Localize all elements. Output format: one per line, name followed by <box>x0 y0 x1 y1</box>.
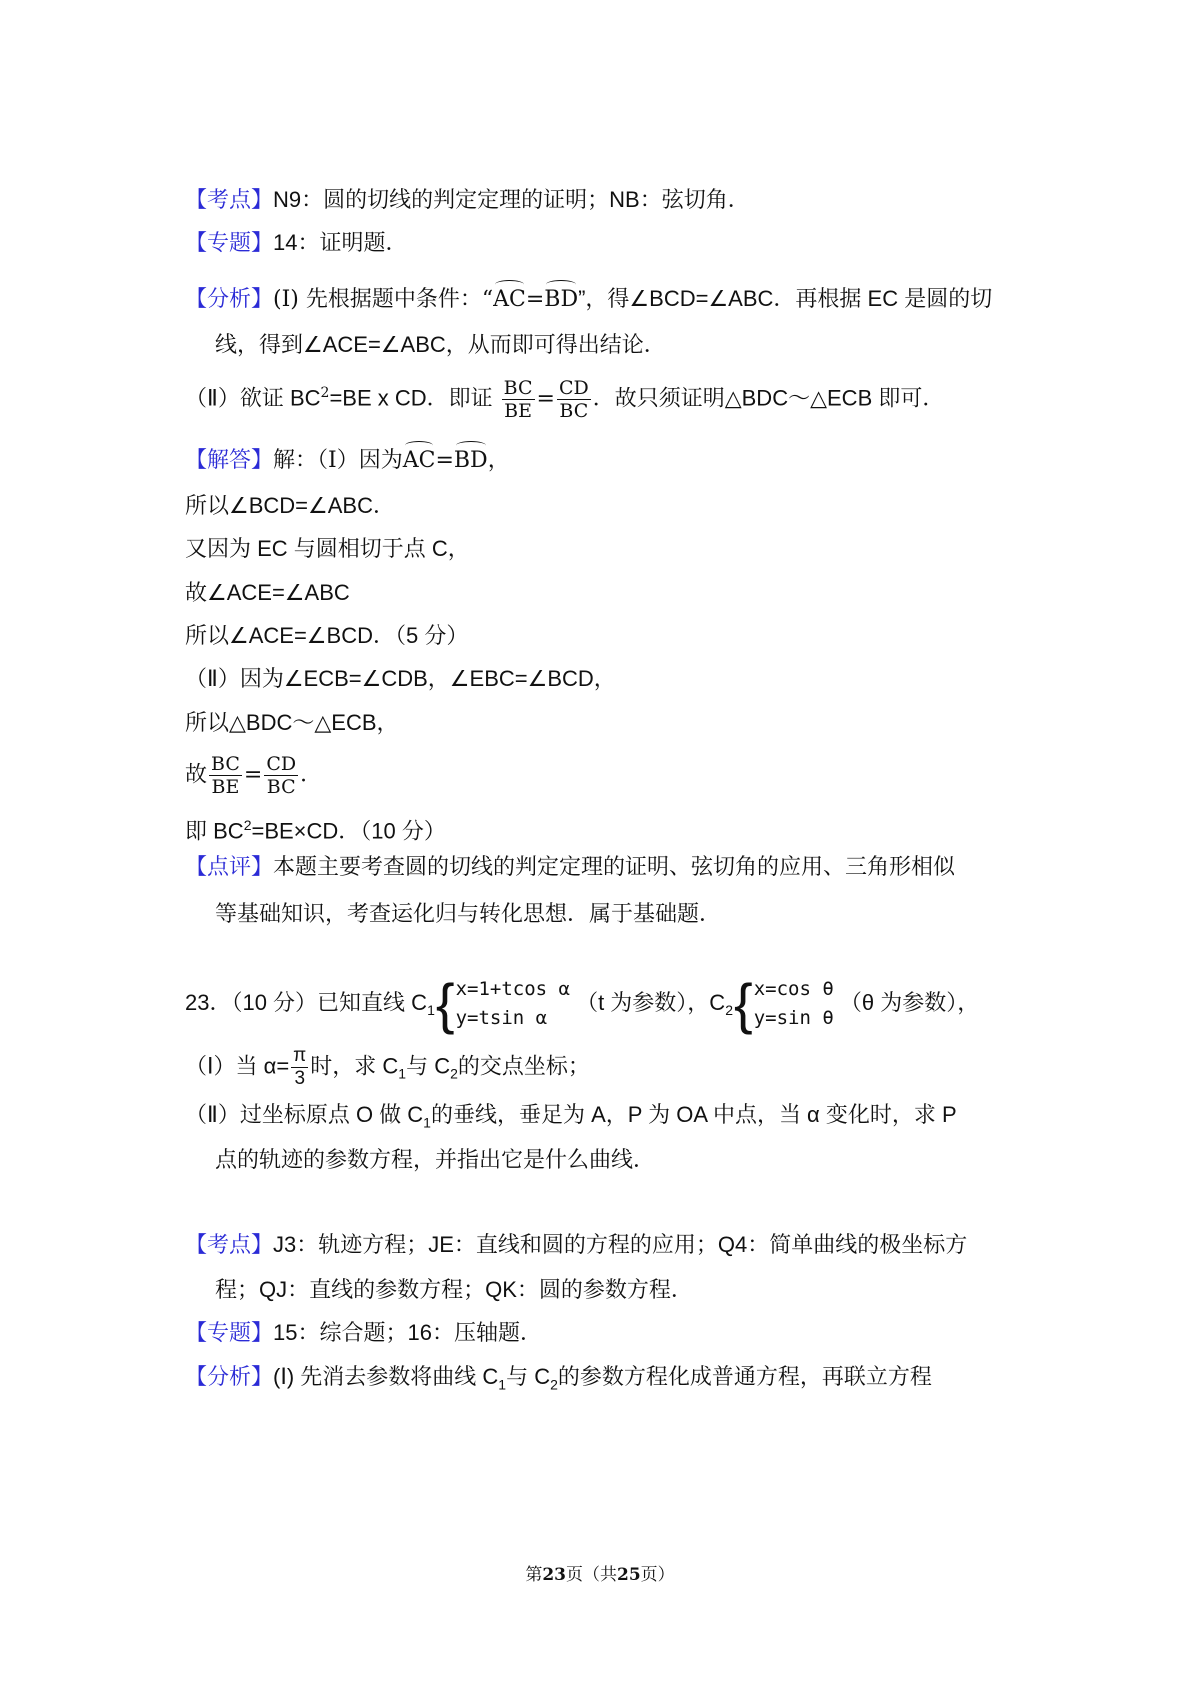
kaodian-2-line-2: 程；QJ：直线的参数方程；QK：圆的参数方程． <box>215 1277 693 1302</box>
dianping-text-a: 本题主要考查圆的切线的判定定理的证明、弦切角的应用、三角形相似 <box>273 855 956 880</box>
step-6: 所以△BDC～△ECB， <box>185 710 399 735</box>
dianping-tag: 【点评】 <box>185 855 274 880</box>
question-23-line: 23．（10 分）已知直线 $C_1${ x=1+tcos α y=tsin α （t 为参数），$C_2${ x=cos θ y=sin θ （θ 为参数）， <box>185 972 980 1035</box>
fenxi-text-a: (Ⅰ) 先根据题中条件：“ <box>273 287 494 312</box>
fenxi-tag: 【分析】 <box>185 287 274 312</box>
page-footer: 第23页（共25页） <box>525 1565 675 1585</box>
fenxi-text-d3: ．故只须证明△BDC～△ECB 即可． <box>592 385 945 411</box>
zhuanti-2-line: 【专题】15：综合题；16：压轴题． <box>185 1320 542 1346</box>
question-23-part-2: （Ⅱ）过坐标原点 O 做 $C_1$的垂线，垂足为 A，P 为 OA 中点，当 α 变化时，求 P <box>185 1102 957 1131</box>
jieda-line: 【解答】解：（Ⅰ）因为AC=BD， <box>185 440 510 476</box>
fraction-bc-be: $\frac{BC}{BE}$ <box>503 377 533 422</box>
jieda-text-a: 解：（Ⅰ）因为 <box>273 448 403 473</box>
fraction-cd-bc-2: $\frac{CD}{BC}$ <box>266 753 297 798</box>
kaodian-tag: 【考点】 <box>185 188 274 213</box>
zhuanti-tag: 【专题】 <box>185 231 274 256</box>
equals-sign: = <box>525 287 545 312</box>
fenxi-line-1 <box>185 279 992 315</box>
arc-bd-2: BD <box>454 440 488 476</box>
step-5: （Ⅱ）因为∠ECB=∠CDB，∠EBC=∠BCD， <box>185 666 616 691</box>
step-1: 所以∠BCD=∠ABC． <box>185 493 395 518</box>
fraction-cd-bc: $\frac{CD}{BC}$ <box>558 377 589 422</box>
fraction-pi-3: $\frac{\pi}{3}$ <box>293 1045 307 1089</box>
kaodian-2-tag: 【考点】 <box>185 1233 274 1258</box>
fenxi-text-b: ”，得∠BCD=∠ABC．再根据 EC 是圆的切 <box>578 286 993 311</box>
step-8: 即 $BC^2=BE\times CD$．（10 分） <box>185 817 446 844</box>
fenxi-line-2 <box>215 330 666 361</box>
zhuanti-2-tag: 【专题】 <box>185 1321 274 1346</box>
fenxi-text-d2: =BE x CD．即证 <box>329 385 493 411</box>
step-2: 又因为 EC 与圆相切于点 C， <box>185 536 470 561</box>
zhuanti-text: 14：证明题． <box>273 230 408 255</box>
zhuanti-line <box>185 228 408 259</box>
page-total: 25 <box>617 1565 641 1585</box>
fenxi-line-3: （Ⅱ）欲证 $BC^2=BE$ x CD．即证 $\frac{BC}{BE}$ = $\frac{CD}{BC}$ ．故只须证明△BDC～△ECB 即可． <box>185 377 945 422</box>
square-exp: 2 <box>320 385 330 402</box>
kaodian-text: N9：圆的切线的判定定理的证明；NB：弦切角． <box>273 187 750 212</box>
system-c1: x=1+tcos α y=tsin α <box>455 978 570 1029</box>
step-3: 故∠ACE=∠ABC <box>185 580 350 605</box>
arc-ac-2: AC <box>403 440 436 476</box>
fenxi-2-tag: 【分析】 <box>185 1364 274 1389</box>
kaodian-2-line-1: 【考点】J3：轨迹方程；JE：直线和圆的方程的应用；Q4：简单曲线的极坐标方 <box>185 1232 968 1258</box>
arc-ac: AC <box>493 279 526 315</box>
kaodian-line <box>185 185 750 216</box>
dianping-line-1 <box>185 853 955 883</box>
dianping-line-2: 等基础知识，考查运化归与转化思想．属于基础题． <box>215 902 722 927</box>
fenxi-2-line: 【分析】(Ⅰ) 先消去参数将曲线 $C_1$与 $C_2$的参数方程化成普通方程，再联立方程 <box>185 1364 932 1393</box>
question-23-part-1: （Ⅰ）当 α= $\frac{\pi}{3}$ 时，求 $C_1$与 $C_2$的交点坐标； <box>185 1045 590 1089</box>
page-number: 23 <box>542 1565 566 1585</box>
brace-c2: { <box>734 972 753 1035</box>
step-4: 所以∠ACE=∠BCD．（5 分） <box>185 623 469 648</box>
jieda-tag: 【解答】 <box>185 448 274 473</box>
brace-c1: { <box>435 972 455 1035</box>
system-c2: x=cos θ y=sin θ <box>753 978 834 1029</box>
arc-bd: BD <box>544 279 578 315</box>
fenxi-text-d1: （Ⅱ）欲证 BC <box>185 385 321 411</box>
fenxi-text-c: 线，得到∠ACE=∠ABC，从而即可得出结论． <box>215 332 666 357</box>
step-7: 故 $\frac{BC}{BE}$ = $\frac{CD}{BC}$ ． <box>185 753 323 798</box>
question-23-part-2-cont: 点的轨迹的参数方程，并指出它是什么曲线． <box>215 1147 656 1172</box>
fraction-bc-be-2: $\frac{BC}{BE}$ <box>211 753 240 798</box>
